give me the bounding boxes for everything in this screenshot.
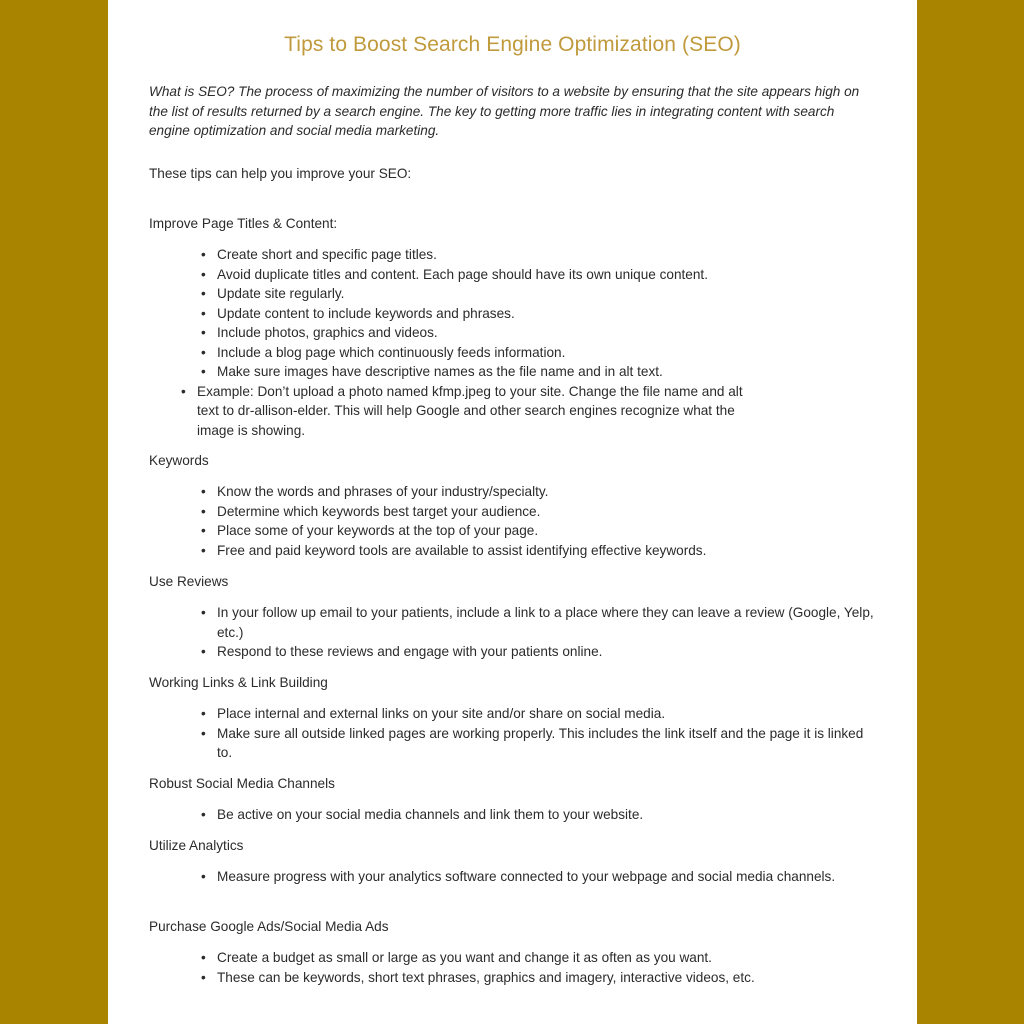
list-item: • Make sure all outside linked pages are working properly. This includes the link itself and the page it is linked to. [201, 725, 864, 760]
section-heading: Use Reviews [149, 574, 229, 589]
document-page [108, 0, 917, 1024]
bullet-list [149, 704, 879, 763]
bullet-icon: • [201, 325, 206, 340]
bullet-list [149, 805, 879, 825]
section-ads [149, 917, 879, 987]
section-page-titles [149, 214, 879, 440]
section-heading: Keywords [149, 453, 209, 468]
section-heading: Utilize Analytics [149, 838, 244, 853]
bullet-icon: • [201, 286, 206, 301]
section-links [149, 673, 879, 763]
bullet-icon: • [201, 305, 206, 321]
list-item: • Make sure images have descriptive names as the file name and in alt text. [217, 362, 879, 382]
intro-paragraph: What is SEO? The process of maximizing the number of visitors to a website by ensuring that the site appears high on the list of results returned by a search engine. The key to getting more traffic lies in integrating content with search engine optimization and social media marketing. [149, 84, 860, 138]
section-analytics [149, 836, 879, 887]
bullet-icon: • [201, 247, 206, 262]
list-item: • Free and paid keyword tools are available to assist identifying effective keywords. [217, 541, 879, 561]
bullet-icon: • [201, 706, 206, 721]
list-item: • Create short and specific page titles. [217, 245, 879, 265]
bullet-icon: • [201, 484, 206, 499]
bullet-icon: • [201, 869, 206, 884]
list-item: • These can be keywords, short text phrases, graphics and imagery, interactive videos, etc. [217, 968, 879, 988]
bullet-icon: • [201, 364, 206, 379]
bullet-icon: • [201, 725, 206, 741]
list-item: • Know the words and phrases of your industry/specialty. [217, 482, 879, 502]
bullet-icon: • [201, 542, 206, 558]
bullet-icon: • [201, 644, 206, 659]
sub-list-item: • Example: Don’t upload a photo named kfmp.jpeg to your site. Change the file name and alt text to dr-allison-elder. This will help Google and other search engines recognize what the image is showing. [181, 383, 743, 438]
bullet-list [149, 603, 879, 662]
list-item: • Create a budget as small or large as you want and change it as often as you want. [217, 948, 879, 968]
bullet-list [149, 948, 879, 987]
sub-bullet-list [81, 382, 879, 441]
list-item: • Place some of your keywords at the top of your page. [217, 521, 879, 541]
section-heading: Robust Social Media Channels [149, 776, 335, 791]
bullet-icon: • [201, 605, 206, 620]
bullet-icon: • [201, 523, 206, 538]
bullet-list [149, 245, 879, 382]
section-reviews [149, 572, 879, 662]
bullet-icon: • [181, 383, 186, 399]
section-heading: Purchase Google Ads/Social Media Ads [149, 919, 389, 934]
list-item: • Include a blog page which continuously feeds information. [217, 343, 879, 363]
list-item: • Be active on your social media channels and link them to your website. [217, 805, 879, 825]
list-item: • Measure progress with your analytics software connected to your webpage and social media channels. [217, 867, 877, 887]
list-item: • Avoid duplicate titles and content. Each page should have its own unique content. [217, 265, 879, 285]
bullet-list [149, 867, 879, 887]
list-item: • Respond to these reviews and engage with your patients online. [217, 642, 879, 662]
list-item: • In your follow up email to your patients, include a link to a place where they can leave a review (Google, Yelp, etc.) [201, 605, 874, 640]
bullet-icon: • [201, 969, 206, 985]
section-heading: Working Links & Link Building [149, 675, 328, 690]
page-title: Tips to Boost Search Engine Optimization (SEO) [284, 33, 741, 56]
list-item: • Determine which keywords best target your audience. [217, 502, 879, 522]
section-social-media [149, 774, 879, 825]
bullet-icon: • [201, 344, 206, 360]
bullet-icon: • [201, 807, 206, 822]
list-item: • Include photos, graphics and videos. [217, 323, 879, 343]
bullet-list [149, 482, 879, 560]
list-item: • Update content to include keywords and phrases. [217, 304, 879, 324]
list-item: • Update site regularly. [217, 284, 879, 304]
section-keywords [149, 451, 879, 560]
list-item: • Place internal and external links on your site and/or share on social media. [217, 704, 879, 724]
bullet-icon: • [201, 950, 206, 965]
section-heading: Improve Page Titles & Content: [149, 216, 338, 231]
lead-text: These tips can help you improve your SEO: [149, 166, 412, 181]
bullet-icon: • [201, 503, 206, 519]
bullet-icon: • [201, 266, 206, 282]
